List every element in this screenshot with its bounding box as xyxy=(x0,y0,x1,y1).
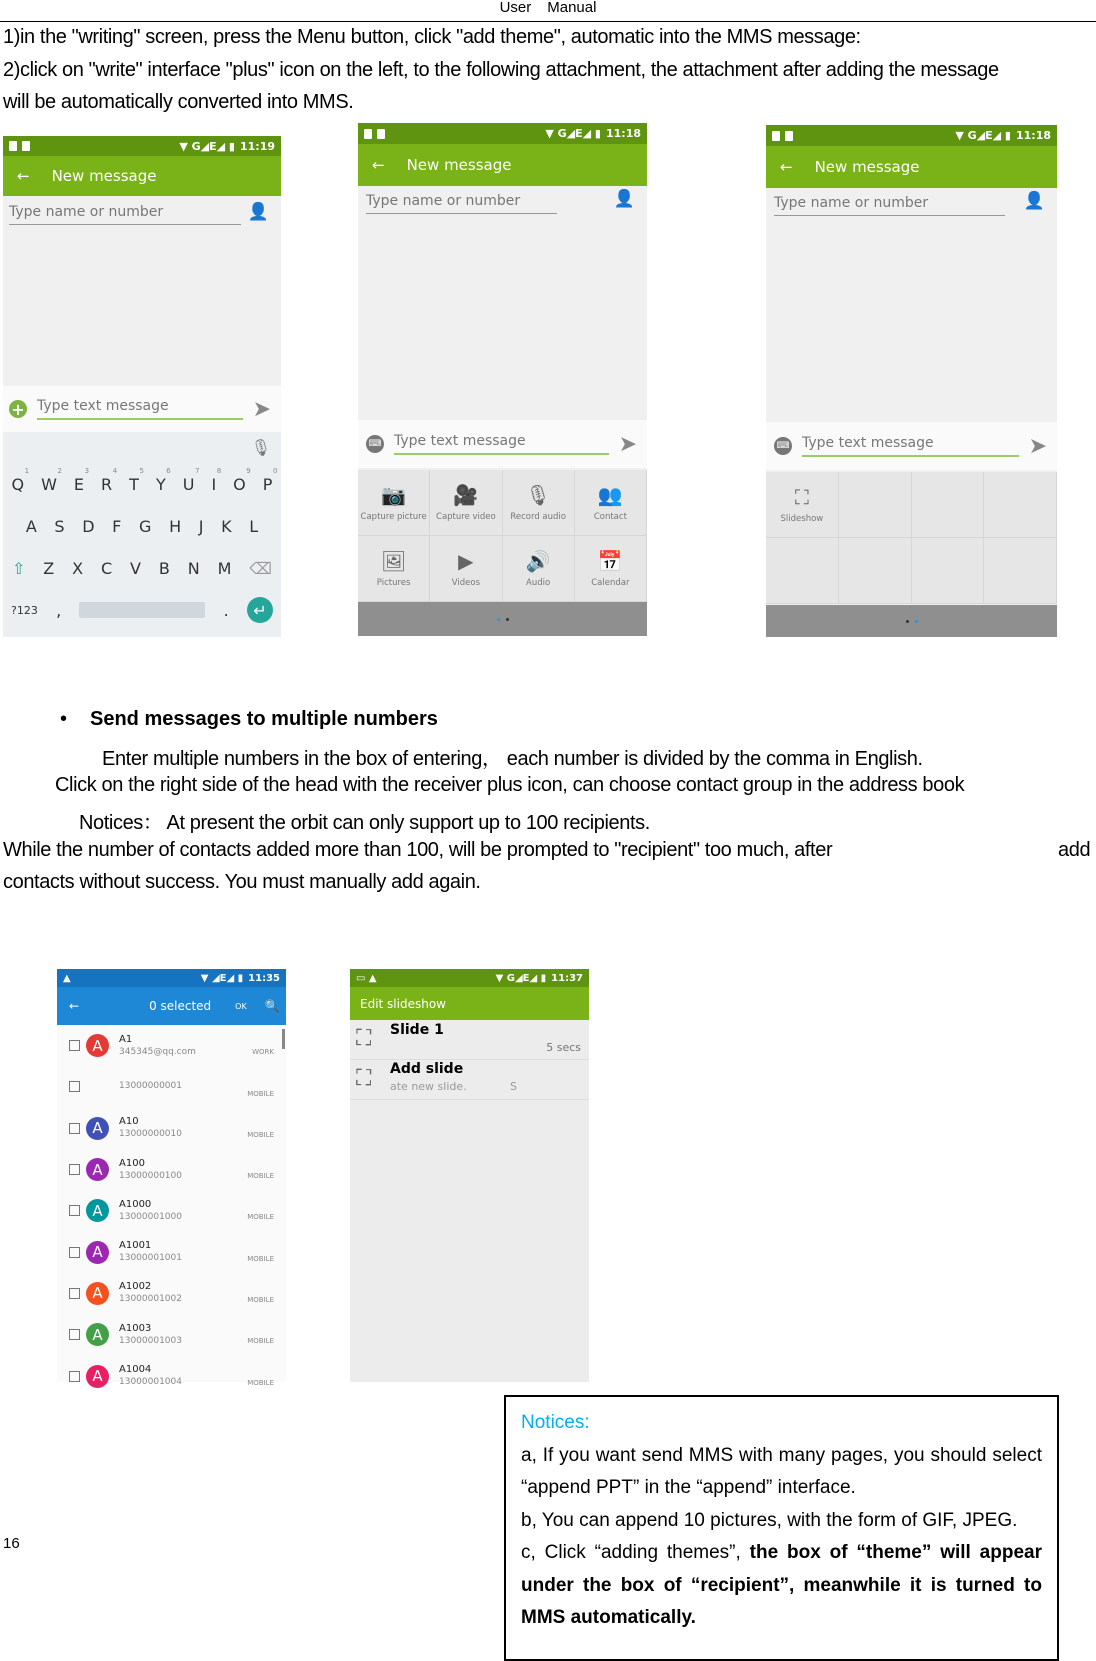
attachment-audio[interactable] xyxy=(503,536,575,602)
avatar xyxy=(86,1075,109,1098)
key-e[interactable]: E 3 xyxy=(73,466,90,494)
contact-type: MOBILE xyxy=(247,1378,274,1387)
section-line-3: Notices： At present the orbit can only support up to 100 recipients. xyxy=(79,812,650,834)
toolbar xyxy=(766,146,1057,188)
header-rule xyxy=(0,21,1096,22)
key-t[interactable]: T 5 xyxy=(129,466,144,494)
attachment-grid xyxy=(358,470,647,602)
avatar: A xyxy=(86,1241,109,1264)
contact-type: MOBILE xyxy=(247,1254,274,1263)
status-time: 11:18 xyxy=(1015,129,1051,142)
plus-attach-icon[interactable]: + xyxy=(9,400,27,418)
compose-bar xyxy=(3,386,281,432)
slideshow-icon: ⛶ xyxy=(356,1066,372,1091)
contact-text xyxy=(119,1115,182,1141)
contact-number: 13000000001 xyxy=(119,1081,182,1092)
contact-number: 13000000100 xyxy=(119,1170,182,1181)
contact-number: 13000001004 xyxy=(119,1377,182,1388)
contact-number: 13000001000 xyxy=(119,1211,182,1222)
keyboard xyxy=(3,432,281,637)
page-number: 16 xyxy=(3,1535,20,1552)
add-contact-icon[interactable]: 👤 xyxy=(613,189,635,209)
attachment-grid xyxy=(766,472,1057,604)
screenshot-contact-picker xyxy=(57,969,286,1388)
slide-title: Slide 1 xyxy=(390,1022,444,1038)
attachment-pictures[interactable] xyxy=(358,536,430,602)
section-line-1: Enter multiple numbers in the box of entering， each number is divided by the comma in English. xyxy=(102,748,923,770)
checkbox[interactable] xyxy=(69,1371,80,1382)
notice-c-bold: the box of “theme” will appear under the box of “recipient”, meanwhile it is turned to MMS automatically. xyxy=(521,1542,1042,1628)
key-j[interactable]: J xyxy=(198,516,204,536)
header-right: Manual xyxy=(547,0,597,16)
contact-name: A100 xyxy=(119,1157,145,1169)
key-hint: 7 xyxy=(194,466,200,475)
slideshow-icon: ⛶ xyxy=(356,1026,372,1051)
key-u[interactable]: U 7 xyxy=(182,466,200,494)
back-arrow-icon[interactable]: ← xyxy=(17,167,30,185)
key-n[interactable]: N xyxy=(187,558,200,578)
avatar: A xyxy=(86,1117,109,1140)
contact-number: 13000001002 xyxy=(119,1294,182,1305)
checkbox[interactable] xyxy=(69,1288,80,1299)
attachment-label: Record audio xyxy=(510,511,566,522)
slide-title: Add slide xyxy=(390,1061,464,1077)
attachment-label: Pictures xyxy=(376,577,411,588)
attachment-record-audio[interactable] xyxy=(503,470,575,536)
attachment-label: Videos xyxy=(451,577,480,588)
send-icon[interactable]: ➤ xyxy=(1028,433,1047,459)
attachment-slideshow[interactable] xyxy=(766,472,839,538)
toolbar-title: New message xyxy=(406,156,512,174)
attachment-label: Audio xyxy=(526,577,551,588)
page-indicator xyxy=(766,605,1057,637)
notice-a: a, If you want send MMS with many pages, you should select “append PPT” in the “append” interface. xyxy=(521,1444,1042,1498)
calendar-icon: 📅 xyxy=(597,548,623,573)
recipient-input[interactable]: Type name or number xyxy=(366,193,557,214)
contact-number: 13000001001 xyxy=(119,1253,182,1264)
contact-text xyxy=(119,1198,182,1224)
key-m[interactable]: M xyxy=(217,558,232,578)
status-bar: ▭ ▲ ▼ G◢E◢ ▮ 11:37 xyxy=(350,969,589,987)
screenshot-slideshow-attachment xyxy=(766,125,1057,637)
video-camera-icon: 🎥 xyxy=(453,482,479,507)
attachment-calendar[interactable] xyxy=(575,536,647,602)
key-h[interactable]: H xyxy=(169,516,182,536)
key-hint: 2 xyxy=(57,466,62,475)
avatar: A xyxy=(86,1034,109,1057)
attachment-label: Slideshow xyxy=(780,513,824,524)
key-c[interactable]: C xyxy=(100,558,113,578)
empty-cell xyxy=(839,538,912,604)
key-d[interactable]: D xyxy=(82,516,95,536)
compose-bar xyxy=(766,422,1057,470)
intro-line-3: will be automatically converted into MMS. xyxy=(3,91,354,113)
notice-box xyxy=(504,1395,1059,1661)
microphone-icon: 🎙 xyxy=(525,482,551,507)
contact-text xyxy=(119,1157,182,1183)
intro-line-2: 2)click on "write" interface "plus" icon on the left, to the following attachment, the attachment after adding the message xyxy=(3,59,999,81)
video-file-icon: ▶ xyxy=(458,548,474,573)
slide-item[interactable] xyxy=(350,1020,589,1060)
contact-name: A1000 xyxy=(119,1198,152,1210)
search-icon[interactable]: 🔍 xyxy=(264,999,280,1013)
avatar: A xyxy=(86,1323,109,1346)
key-a[interactable]: A xyxy=(25,516,37,536)
toolbar xyxy=(57,987,286,1025)
contact-number: 345345@qq.com xyxy=(119,1046,196,1057)
attachment-capture-video[interactable] xyxy=(430,470,502,536)
key-hint: 0 xyxy=(272,466,278,475)
key-r[interactable]: R 4 xyxy=(101,466,118,494)
contact-type: MOBILE xyxy=(247,1213,274,1222)
keyboard-row-4 xyxy=(3,589,281,631)
slide-duration: S xyxy=(510,1080,517,1093)
avatar: A xyxy=(86,1158,109,1181)
bullet-icon: • xyxy=(60,708,68,730)
contact-text xyxy=(119,1239,182,1265)
notice-b: b, You can append 10 pictures, with the form of GIF, JPEG. xyxy=(521,1509,1018,1531)
notice-c xyxy=(521,1537,1042,1635)
add-contact-icon[interactable]: 👤 xyxy=(247,202,269,222)
contact-name: A1001 xyxy=(119,1240,152,1252)
key-hint: 9 xyxy=(246,466,251,475)
key-f[interactable]: F xyxy=(112,516,122,536)
section-line-5: contacts without success. You must manually add again. xyxy=(3,871,481,893)
message-input[interactable]: Type text message xyxy=(802,435,1019,457)
keyboard-toggle-icon[interactable]: ⌨ xyxy=(774,437,792,455)
checkbox[interactable] xyxy=(69,1205,80,1216)
attachment-label: Capture picture xyxy=(360,511,427,522)
key-hint: 5 xyxy=(139,466,144,475)
checkbox[interactable] xyxy=(69,1123,80,1134)
key-s[interactable]: S xyxy=(54,516,65,536)
keyboard-toggle-icon[interactable]: ⌨ xyxy=(366,435,384,453)
period-key[interactable]: . xyxy=(223,600,229,620)
contact-type: MOBILE xyxy=(247,1130,274,1139)
toolbar xyxy=(358,144,647,186)
screenshot-new-message-keyboard xyxy=(3,136,281,637)
space-key[interactable] xyxy=(79,602,205,618)
selection-count: 0 selected xyxy=(149,999,212,1013)
section-line-2: Click on the right side of the head with the receiver plus icon, can choose contact group in the address book xyxy=(55,774,965,796)
contact-row[interactable] xyxy=(57,1314,286,1355)
backspace-key[interactable]: ⌫ xyxy=(249,558,272,578)
contact-number: 13000000010 xyxy=(119,1129,182,1140)
empty-cell xyxy=(839,472,912,538)
section-line-4: While the number of contacts added more than 100, will be prompted to "recipient" too much, after xyxy=(3,839,833,861)
microphone-icon[interactable]: 🎙 xyxy=(250,438,271,457)
contact-text xyxy=(119,1322,182,1348)
add-contact-icon[interactable]: 👤 xyxy=(1023,191,1045,211)
empty-cell xyxy=(766,538,839,604)
notice-title: Notices: xyxy=(521,1412,590,1433)
avatar: A xyxy=(86,1199,109,1222)
shift-key[interactable]: ⇧ xyxy=(11,558,26,578)
empty-cell xyxy=(984,472,1057,538)
keyboard-row-3 xyxy=(3,547,281,589)
status-bar: ▼ G◢E◢ ▮ 11:18 xyxy=(358,123,647,144)
key-hint: 8 xyxy=(216,466,222,475)
contact-number: 13000001003 xyxy=(119,1335,182,1346)
checkbox[interactable] xyxy=(69,1247,80,1258)
contact-name: A10 xyxy=(119,1116,139,1128)
key-p[interactable]: P 0 xyxy=(262,466,278,494)
toolbar xyxy=(3,156,281,196)
status-time: 11:35 xyxy=(248,972,280,984)
checkbox[interactable] xyxy=(69,1329,80,1340)
status-time: 11:18 xyxy=(605,127,641,140)
contact-name: A1003 xyxy=(119,1322,152,1334)
back-arrow-icon[interactable]: ← xyxy=(780,158,793,176)
compose-bar xyxy=(358,420,647,468)
message-input[interactable]: Type text message xyxy=(394,433,609,455)
avatar: A xyxy=(86,1365,109,1388)
contact-type: MOBILE xyxy=(247,1089,274,1098)
toolbar-title: New message xyxy=(51,167,157,185)
checkbox[interactable] xyxy=(69,1164,80,1175)
contact-type: MOBILE xyxy=(247,1296,274,1305)
camera-icon: 📷 xyxy=(381,482,407,507)
slide-list xyxy=(350,1020,589,1100)
contact-row[interactable] xyxy=(57,1025,286,1066)
empty-cell xyxy=(912,472,985,538)
back-arrow-icon[interactable]: ← xyxy=(372,156,385,174)
key-v[interactable]: V xyxy=(130,558,141,578)
toolbar xyxy=(350,987,589,1020)
slideshow-icon: ⛶ xyxy=(794,484,809,509)
keyboard-row-2 xyxy=(3,505,281,547)
empty-cell xyxy=(984,538,1057,604)
recipient-input[interactable]: Type name or number xyxy=(774,195,1005,216)
notice-c-plain: c, Click “adding themes”, xyxy=(521,1542,750,1563)
enter-key[interactable]: ↵ xyxy=(247,597,273,623)
key-hint: 1 xyxy=(24,466,30,475)
send-icon[interactable]: ➤ xyxy=(252,396,271,422)
key-l[interactable]: L xyxy=(249,516,259,536)
comma-key[interactable]: , xyxy=(56,600,62,620)
contact-row[interactable] xyxy=(57,1190,286,1231)
key-z[interactable]: Z xyxy=(43,558,55,578)
status-time: 11:19 xyxy=(239,139,275,153)
checkbox[interactable] xyxy=(69,1040,80,1051)
contact-list xyxy=(57,1025,286,1397)
attachment-label: Calendar xyxy=(591,577,630,588)
empty-cell xyxy=(912,538,985,604)
message-input[interactable]: Type text message xyxy=(37,398,243,420)
contact-text xyxy=(119,1080,182,1093)
contact-type: MOBILE xyxy=(247,1337,274,1346)
attachment-contact[interactable] xyxy=(575,470,647,536)
contact-name: A1 xyxy=(119,1033,133,1045)
send-icon[interactable]: ➤ xyxy=(618,431,637,457)
symbols-key[interactable]: ?123 xyxy=(11,603,38,617)
key-hint: 3 xyxy=(84,466,90,475)
contact-row[interactable] xyxy=(57,1149,286,1190)
status-bar: ▲ ▼ ◢E◢ ▮ 11:35 xyxy=(57,969,286,987)
slide-subtitle: ate new slide. xyxy=(390,1080,467,1093)
contact-type: MOBILE xyxy=(247,1172,274,1181)
page-header xyxy=(0,0,1096,16)
contact-row[interactable] xyxy=(57,1273,286,1314)
attachment-capture-picture[interactable] xyxy=(358,470,430,536)
section-line-4-end: add xyxy=(1058,839,1091,861)
key-x[interactable]: X xyxy=(72,558,84,578)
toolbar-title: New message xyxy=(814,158,920,176)
screenshot-attachment-menu xyxy=(358,123,647,636)
status-time: 11:37 xyxy=(551,972,583,984)
contact-row[interactable] xyxy=(57,1108,286,1149)
toolbar-title: Edit slideshow xyxy=(360,996,446,1011)
contact-icon: 👥 xyxy=(597,482,623,507)
attachment-label: Contact xyxy=(593,511,627,522)
key-o[interactable]: O 9 xyxy=(233,466,251,494)
recipient-input[interactable]: Type name or number xyxy=(9,204,241,225)
contact-name: A1004 xyxy=(119,1364,152,1376)
attachment-label: Capture video xyxy=(436,511,496,522)
back-arrow-icon[interactable]: ← xyxy=(69,999,80,1013)
contact-row[interactable] xyxy=(57,1355,286,1396)
intro-line-1: 1)in the "writing" screen, press the Menu button, click "add theme", automatic into the MMS message: xyxy=(3,26,861,48)
attachment-videos[interactable] xyxy=(430,536,502,602)
contact-text xyxy=(119,1363,182,1389)
contact-row[interactable] xyxy=(57,1231,286,1272)
slide-duration: 5 secs xyxy=(546,1041,581,1054)
key-w[interactable]: W 2 xyxy=(41,466,62,494)
key-b[interactable]: B xyxy=(158,558,170,578)
key-hint: 6 xyxy=(166,466,171,475)
key-hint: 4 xyxy=(112,466,118,475)
avatar: A xyxy=(86,1282,109,1305)
page-indicator xyxy=(358,602,647,636)
scrollbar[interactable] xyxy=(282,1029,285,1049)
key-i[interactable]: I 8 xyxy=(211,466,222,494)
speaker-icon: 🔊 xyxy=(525,548,551,573)
status-bar: ▼ G◢E◢ ▮ 11:19 xyxy=(3,136,281,156)
contact-name: A1002 xyxy=(119,1281,152,1293)
key-y[interactable]: Y 6 xyxy=(155,466,171,494)
checkbox[interactable] xyxy=(69,1081,80,1092)
ok-button[interactable]: OK xyxy=(235,1001,247,1011)
add-slide-item[interactable] xyxy=(350,1060,589,1100)
section-heading: Send messages to multiple numbers xyxy=(90,708,438,730)
contact-text xyxy=(119,1033,196,1059)
picture-icon: 🖼 xyxy=(380,548,407,573)
key-k[interactable]: K xyxy=(221,516,232,536)
key-g[interactable]: G xyxy=(139,516,152,536)
key-q[interactable]: Q 1 xyxy=(11,466,30,494)
contact-text xyxy=(119,1280,182,1306)
status-bar: ▼ G◢E◢ ▮ 11:18 xyxy=(766,125,1057,146)
contact-row[interactable] xyxy=(57,1066,286,1107)
header-left: User xyxy=(499,0,532,16)
keyboard-row-1 xyxy=(3,463,281,505)
contact-type: WORK xyxy=(252,1048,274,1057)
screenshot-edit-slideshow xyxy=(350,969,589,1382)
